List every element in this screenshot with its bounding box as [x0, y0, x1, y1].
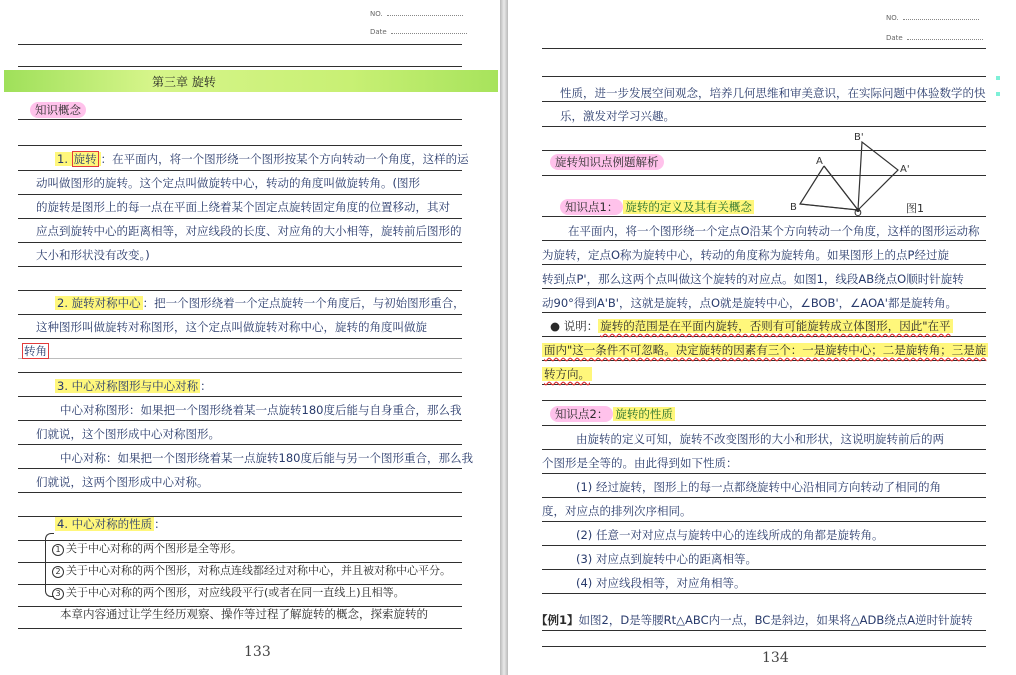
item-3-line-3: 中心对称：如果把一个图形绕着某一点旋转180度后能与另一个图形重合，那么我	[60, 451, 473, 465]
item-3-heading: 3. 中心对称图形与中心对称 ：	[57, 379, 212, 393]
page-header-no: NO.	[886, 14, 979, 22]
left-notebook-page	[0, 0, 500, 675]
point-2-prop-1a: (1) 经过旋转，图形上的每一点都绕旋转中心沿相同方向转动了相同的角	[576, 480, 941, 494]
point-2-prop-1b: 度，对应点的排列次序相同。	[542, 504, 692, 518]
item-3-line-2: 们就说，这个图形成中心对称图形。	[36, 427, 220, 441]
point-2-heading: 知识点2： 旋转的性质	[550, 406, 675, 422]
example-1: 【例1】如图2，D是等腰Rt△ABC内一点，BC是斜边，如果将△ADB绕点A逆时针旋转	[536, 613, 973, 627]
point-2-line-2: 个图形是全等的。由此得到如下性质：	[542, 456, 738, 470]
fig-label-a: A	[816, 156, 823, 167]
section-tag-knowledge: 知识概念	[30, 102, 86, 118]
point-2-line-1: 由旋转的定义可知，旋转不改变图形的大小和形状，这说明旋转前后的两	[576, 432, 944, 446]
point-1-note-line-1: ● 说明： 旋转的范围是在平面内旋转，否则有可能旋转成立体图形，因此"在平	[550, 319, 951, 333]
item-4-prop-2: 2 关于中心对称的两个图形，对称点连线都经过对称中心，并且被对称中心平分。	[52, 562, 451, 578]
page-header-no: NO.	[370, 10, 463, 18]
point-2-prop-3: (3) 对应点到旋转中心的距离相等。	[576, 552, 757, 566]
item-1-line-4: 应点到旋转中心的距离相等，对应线段的长度、对应角的大小相等，旋转前后图形的	[36, 224, 462, 238]
fig-label-b: B	[790, 202, 797, 213]
item-2-line-3: 转角	[24, 344, 47, 358]
item-1-line-1: 1. 旋转 ：在平面内，将一个图形绕一个图形按某个方向转动一个角度，这样的运	[57, 152, 469, 166]
point-1-line-1: 在平面内，将一个图形绕一个定点O沿某个方向转动一个角度，这样的图形运动称	[568, 224, 980, 238]
point-1-note-line-2: 面内"这一条件不可忽略。决定旋转的因素有三个：一是旋转中心；二是旋转角；三是旋	[544, 343, 987, 357]
item-3-line-4: 们就说，这两个图形成中心对称。	[36, 475, 209, 489]
point-1-heading: 知识点1： 旋转的定义及其有关概念	[560, 199, 754, 215]
chapter-title: 第三章 旋转	[152, 75, 216, 89]
item-4-prop-1: 1 关于中心对称的两个图形是全等形。	[52, 540, 242, 556]
continuation-line-2: 乐，激发对学习兴趣。	[560, 109, 675, 123]
binding-gutter	[500, 0, 508, 675]
point-2-prop-2: (2) 任意一对对应点与旋转中心的连线所成的角都是旋转角。	[576, 528, 884, 542]
item-2-line-2: 这种图形叫做旋转对称图形，这个定点叫做旋转对称中心，旋转的角度叫做旋	[36, 320, 427, 334]
fig-label-o: O	[854, 208, 862, 216]
fig-label-b-prime: B'	[854, 132, 864, 143]
page-header-date: Date	[886, 34, 983, 42]
right-notebook-page	[508, 0, 1016, 675]
section-tag-examples: 旋转知识点例题解析	[550, 154, 664, 170]
page-header-date: Date	[370, 28, 467, 36]
continuation-line-1: 性质，进一步发展空间观念，培养几何思维和审美意识，在实际问题中体验数学的快	[560, 86, 986, 100]
figure-caption: 图1	[906, 202, 924, 215]
item-1-line-3: 的旋转是图形上的每一点在平面上绕着某个固定点旋转固定角度的位置移动，其对	[36, 200, 450, 214]
item-1-line-5: 大小和形状没有改变。)	[36, 248, 150, 262]
page-number-left: 133	[244, 644, 271, 660]
item-3-line-1: 中心对称图形：如果把一个图形绕着某一点旋转180度后能与自身重合，那么我	[60, 403, 462, 417]
item-4-heading: 4. 中心对称的性质 ：	[57, 517, 166, 531]
item-4-prop-3: 3 关于中心对称的两个图形，对应线段平行(或者在同一直线上)且相等。	[52, 584, 405, 600]
point-1-line-4: 动90°得到A'B'，这就是旋转，点O就是旋转中心，∠BOB'，∠AOA'都是旋转角。	[542, 296, 957, 310]
item-2-line-1: 2. 旋转对称中心 ：把一个图形绕着一个定点旋转一个角度后，与初始图形重合，	[57, 296, 465, 310]
item-1-line-2: 动叫做图形的旋转。这个定点叫做旋转中心，转动的角度叫做旋转角。(图形	[36, 176, 420, 190]
fig-label-a-prime: A'	[900, 164, 910, 175]
page-number-right: 134	[762, 650, 789, 666]
margin-mark	[996, 76, 1000, 80]
closing-line: 本章内容通过让学生经历观察、操作等过程了解旋转的概念，探索旋转的	[60, 607, 428, 621]
point-2-prop-4: (4) 对应线段相等，对应角相等。	[576, 576, 746, 590]
point-1-line-2: 为旋转，定点O称为旋转中心，转动的角度称为旋转角。如果图形上的点P经过旋	[542, 248, 949, 262]
chapter-banner	[4, 70, 498, 92]
point-1-note-line-3: 转方向。	[544, 367, 590, 381]
point-1-line-3: 转到点P'，那么这两个点叫做这个旋转的对应点。如图1，线段AB绕点O顺时针旋转	[542, 272, 964, 286]
margin-mark	[996, 92, 1000, 96]
